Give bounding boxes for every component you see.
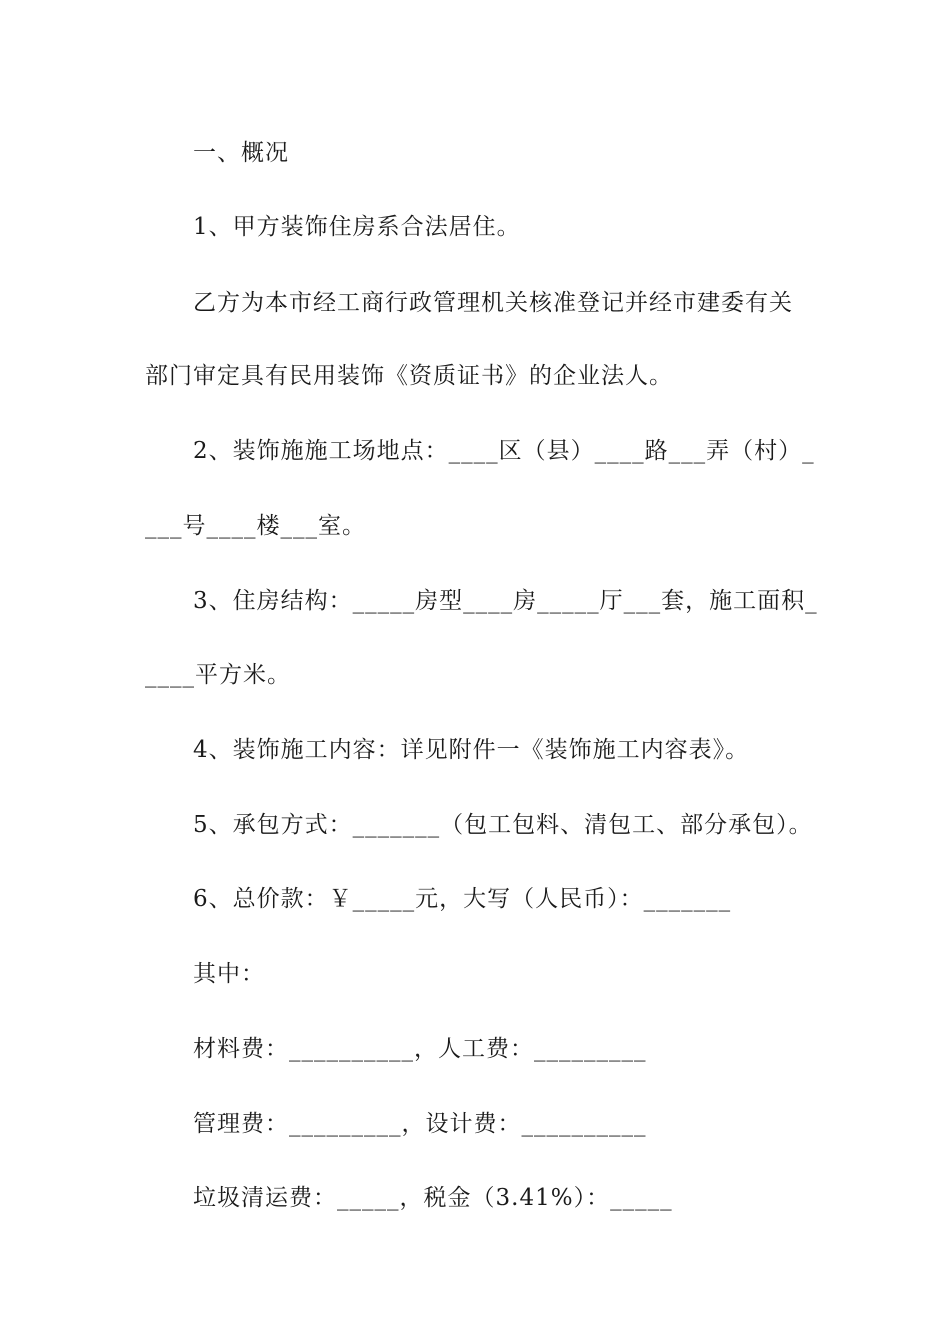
paragraph-line: 材料费：__________，人工费：_________	[193, 1036, 647, 1062]
paragraph-line: 其中：	[193, 961, 265, 987]
paragraph-line: 乙方为本市经工商行政管理机关核准登记并经市建委有关	[193, 290, 793, 316]
paragraph-line: ___号____楼___室。	[145, 513, 366, 539]
paragraph-line: 2、装饰施施工场地点：____区（县）____路___弄（村）_	[193, 438, 815, 464]
paragraph-line: 4、装饰施工内容：详见附件一《装饰施工内容表》。	[193, 737, 750, 763]
paragraph-line: 管理费：_________，设计费：__________	[193, 1111, 647, 1137]
paragraph-line: 6、总价款：￥_____元，大写（人民币）：_______	[193, 886, 732, 912]
paragraph-line: 3、住房结构：_____房型____房_____厅___套，施工面积_	[193, 588, 818, 614]
section-heading: 一、概况	[193, 140, 289, 166]
paragraph-line: 5、承包方式：_______（包工包料、清包工、部分承包）。	[193, 812, 813, 838]
paragraph-line: 1、甲方装饰住房系合法居住。	[193, 214, 521, 240]
paragraph-line: ____平方米。	[145, 662, 291, 688]
paragraph-line: 垃圾清运费：_____，税金（3.41%）：_____	[193, 1185, 673, 1211]
paragraph-line: 部门审定具有民用装饰《资质证书》的企业法人。	[145, 363, 673, 389]
